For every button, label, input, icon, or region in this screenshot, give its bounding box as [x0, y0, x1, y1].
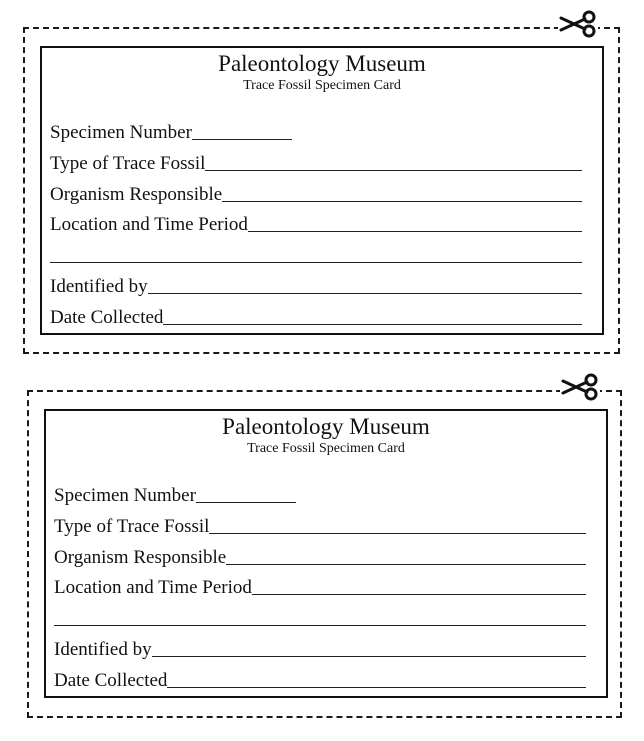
- card-title: Paleontology Museum: [218, 51, 426, 76]
- identified-by-label: Identified by: [54, 639, 152, 660]
- card-subtitle: Trace Fossil Specimen Card: [243, 78, 401, 93]
- trace-type-line: [209, 533, 586, 534]
- specimen-number-line: [192, 139, 292, 140]
- location-period-field[interactable]: [54, 573, 586, 599]
- cutout-border: [27, 390, 622, 718]
- location-period-continuation-line[interactable]: [50, 262, 582, 263]
- location-period-label: Location and Time Period: [50, 214, 248, 235]
- organism-field[interactable]: [50, 180, 582, 206]
- date-collected-field[interactable]: [54, 666, 586, 692]
- location-period-label: Location and Time Period: [54, 577, 252, 598]
- identified-by-label: Identified by: [50, 276, 148, 297]
- cutout-border: [23, 27, 620, 354]
- location-period-continuation-line[interactable]: [54, 625, 586, 626]
- specimen-card: [40, 46, 604, 335]
- specimen-number-field[interactable]: [54, 481, 296, 507]
- location-period-field[interactable]: [50, 210, 582, 236]
- identified-by-field[interactable]: [50, 272, 582, 298]
- location-period-line: [248, 231, 582, 232]
- specimen-number-line: [196, 502, 296, 503]
- trace-type-field[interactable]: [54, 512, 586, 538]
- card-title: Paleontology Museum: [222, 414, 430, 439]
- specimen-number-field[interactable]: [50, 118, 292, 144]
- trace-type-line: [205, 170, 582, 171]
- date-collected-line: [167, 687, 586, 688]
- organism-field[interactable]: [54, 543, 586, 569]
- scissors-icon: [560, 372, 600, 402]
- card-subtitle: Trace Fossil Specimen Card: [247, 441, 405, 456]
- organism-line: [222, 201, 582, 202]
- scissors-icon: [558, 9, 598, 39]
- identified-by-line: [152, 656, 586, 657]
- organism-label: Organism Responsible: [54, 547, 227, 568]
- trace-type-label: Type of Trace Fossil: [50, 153, 206, 174]
- date-collected-field[interactable]: [50, 303, 582, 329]
- location-period-line: [252, 594, 586, 595]
- trace-type-label: Type of Trace Fossil: [54, 516, 210, 537]
- date-collected-label: Date Collected: [50, 307, 164, 328]
- organism-line: [226, 564, 586, 565]
- identified-by-line: [148, 293, 582, 294]
- trace-type-field[interactable]: [50, 149, 582, 175]
- organism-label: Organism Responsible: [50, 184, 223, 205]
- specimen-card: [44, 409, 608, 698]
- specimen-number-label: Specimen Number: [54, 485, 196, 506]
- date-collected-label: Date Collected: [54, 670, 168, 691]
- identified-by-field[interactable]: [54, 635, 586, 661]
- date-collected-line: [163, 324, 582, 325]
- specimen-number-label: Specimen Number: [50, 122, 192, 143]
